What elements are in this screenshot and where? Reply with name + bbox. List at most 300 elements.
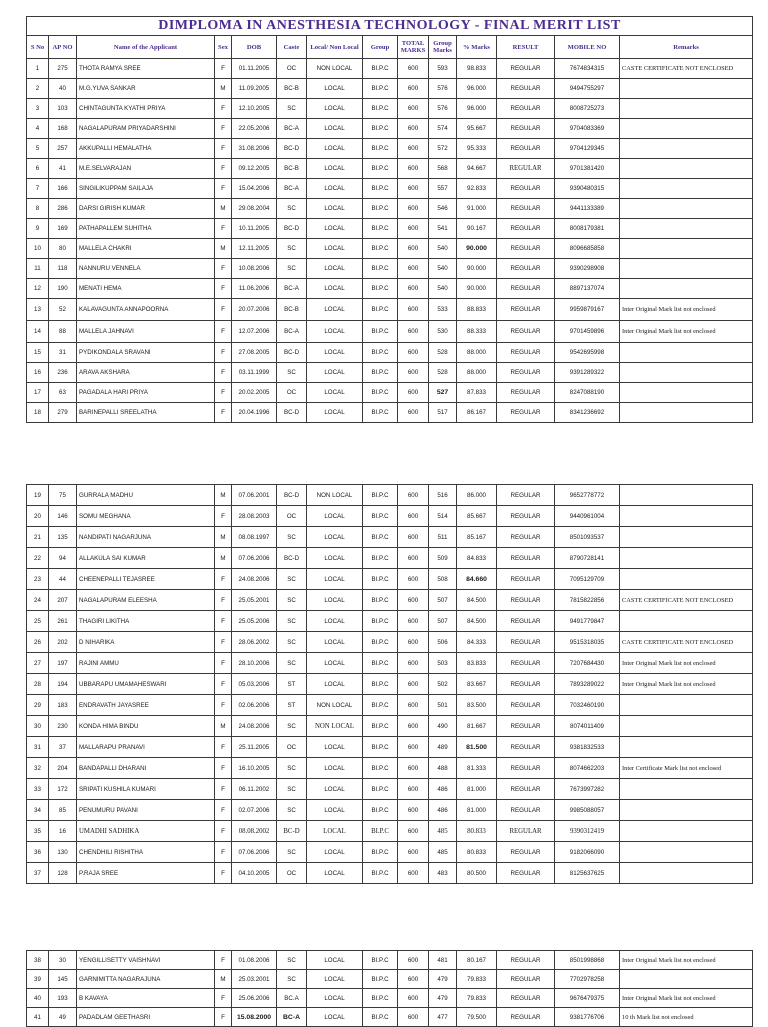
caste-cell: SC bbox=[277, 951, 307, 970]
sex-cell: F bbox=[215, 1008, 232, 1027]
table-row bbox=[27, 611, 753, 632]
group-cell: BI.P.C bbox=[363, 159, 398, 179]
dob-cell: 08.08.2002 bbox=[232, 821, 277, 842]
local-cell: NON LOCAL bbox=[307, 485, 363, 506]
result-cell: REGULAR bbox=[497, 569, 555, 590]
dob-cell: 09.12.2005 bbox=[232, 159, 277, 179]
mobile-cell: 9390480315 bbox=[555, 179, 620, 199]
percent-marks-cell: 80.833 bbox=[457, 821, 497, 842]
total-marks-cell: 600 bbox=[398, 279, 429, 299]
dob-cell: 29.08.2004 bbox=[232, 199, 277, 219]
table-row bbox=[27, 239, 753, 259]
sno-cell: 36 bbox=[27, 842, 49, 863]
sex-cell: F bbox=[215, 139, 232, 159]
result-cell: REGULAR bbox=[497, 219, 555, 239]
mobile-cell: 7674834315 bbox=[555, 59, 620, 79]
group-cell: BI.P.C bbox=[363, 79, 398, 99]
caste-cell: BC-D bbox=[277, 485, 307, 506]
name-cell: DARSI GIRISH KUMAR bbox=[77, 199, 215, 219]
group-cell: BI.P.C bbox=[363, 259, 398, 279]
result-cell: REGULAR bbox=[497, 179, 555, 199]
sno-cell: 31 bbox=[27, 737, 49, 758]
name-cell: MENATI HEMA bbox=[77, 279, 215, 299]
sex-cell: F bbox=[215, 653, 232, 674]
name-cell: SOMU MEGHANA bbox=[77, 506, 215, 527]
result-cell: REGULAR bbox=[497, 363, 555, 383]
group-marks-cell: 572 bbox=[429, 139, 457, 159]
sno-cell: 40 bbox=[27, 989, 49, 1008]
sex-cell: F bbox=[215, 821, 232, 842]
percent-marks-cell: 87.833 bbox=[457, 383, 497, 403]
table-row bbox=[27, 403, 753, 423]
mobile-cell: 8096685858 bbox=[555, 239, 620, 259]
dob-cell: 20.07.2006 bbox=[232, 299, 277, 321]
dob-cell: 16.10.2005 bbox=[232, 758, 277, 779]
group-cell: BI.P.C bbox=[363, 800, 398, 821]
result-cell: REGULAR bbox=[497, 1008, 555, 1027]
total-marks-cell: 600 bbox=[398, 716, 429, 737]
dob-cell: 08.08.1997 bbox=[232, 527, 277, 548]
sno-cell: 30 bbox=[27, 716, 49, 737]
table-row bbox=[27, 779, 753, 800]
table-row bbox=[27, 199, 753, 219]
caste-cell: SC bbox=[277, 199, 307, 219]
local-cell: LOCAL bbox=[307, 363, 363, 383]
mobile-cell: 8247088190 bbox=[555, 383, 620, 403]
dob-cell: 28.06.2002 bbox=[232, 632, 277, 653]
result-cell: REGULAR bbox=[497, 674, 555, 695]
dob-cell: 15.08.2000 bbox=[232, 1008, 277, 1027]
total-marks-cell: 600 bbox=[398, 758, 429, 779]
percent-marks-cell: 79.500 bbox=[457, 1008, 497, 1027]
sno-cell: 33 bbox=[27, 779, 49, 800]
name-cell: SRIPATI KUSHILA KUMARI bbox=[77, 779, 215, 800]
caste-cell: SC bbox=[277, 611, 307, 632]
col-name-header: Name of the Applicant bbox=[77, 36, 215, 59]
remarks-cell: Inter Original Mark list not enclosed bbox=[620, 299, 753, 321]
table-row bbox=[27, 842, 753, 863]
sno-cell: 32 bbox=[27, 758, 49, 779]
percent-marks-cell: 84.500 bbox=[457, 611, 497, 632]
group-marks-cell: 593 bbox=[429, 59, 457, 79]
caste-cell: BC.A bbox=[277, 989, 307, 1008]
remarks-cell bbox=[620, 485, 753, 506]
sno-cell: 17 bbox=[27, 383, 49, 403]
percent-marks-cell: 79.833 bbox=[457, 970, 497, 989]
total-marks-cell: 600 bbox=[398, 653, 429, 674]
result-cell: REGULAR bbox=[497, 779, 555, 800]
group-cell: BI.P.C bbox=[363, 758, 398, 779]
remarks-cell bbox=[620, 239, 753, 259]
apno-cell: 44 bbox=[49, 569, 77, 590]
name-cell: BARINEPALLI SREELATHA bbox=[77, 403, 215, 423]
mobile-cell: 7673997282 bbox=[555, 779, 620, 800]
remarks-cell bbox=[620, 611, 753, 632]
local-cell: LOCAL bbox=[307, 321, 363, 343]
caste-cell: BC-D bbox=[277, 139, 307, 159]
percent-marks-cell: 88.000 bbox=[457, 343, 497, 363]
local-cell: LOCAL bbox=[307, 1008, 363, 1027]
table-row bbox=[27, 59, 753, 79]
header-row bbox=[27, 36, 753, 59]
apno-cell: 128 bbox=[49, 863, 77, 884]
result-cell: REGULAR bbox=[497, 59, 555, 79]
sex-cell: M bbox=[215, 485, 232, 506]
group-cell: BI.P.C bbox=[363, 863, 398, 884]
total-marks-cell: 600 bbox=[398, 842, 429, 863]
apno-cell: 75 bbox=[49, 485, 77, 506]
remarks-cell bbox=[620, 821, 753, 842]
apno-cell: 194 bbox=[49, 674, 77, 695]
remarks-cell bbox=[620, 343, 753, 363]
percent-marks-cell: 84.500 bbox=[457, 590, 497, 611]
apno-cell: 30 bbox=[49, 951, 77, 970]
percent-marks-cell: 81.333 bbox=[457, 758, 497, 779]
name-cell: M.E.SELVARAJAN bbox=[77, 159, 215, 179]
group-marks-cell: 490 bbox=[429, 716, 457, 737]
result-cell: REGULAR bbox=[497, 800, 555, 821]
group-cell: BI.P.C bbox=[363, 119, 398, 139]
total-marks-cell: 600 bbox=[398, 548, 429, 569]
dob-cell: 07.06.2001 bbox=[232, 485, 277, 506]
mobile-cell: 9704129345 bbox=[555, 139, 620, 159]
name-cell: D NIHARIKA bbox=[77, 632, 215, 653]
local-cell: NON LOCAL bbox=[307, 59, 363, 79]
sno-cell: 12 bbox=[27, 279, 49, 299]
mobile-cell: 7702978258 bbox=[555, 970, 620, 989]
caste-cell: BC-B bbox=[277, 159, 307, 179]
merit-table-section-1 bbox=[26, 16, 753, 423]
apno-cell: 31 bbox=[49, 343, 77, 363]
total-marks-cell: 600 bbox=[398, 139, 429, 159]
total-marks-cell: 600 bbox=[398, 119, 429, 139]
group-cell: BI.P.C bbox=[363, 239, 398, 259]
remarks-cell bbox=[620, 863, 753, 884]
caste-cell: BC-A bbox=[277, 179, 307, 199]
sex-cell: M bbox=[215, 970, 232, 989]
group-marks-cell: 576 bbox=[429, 99, 457, 119]
table-row bbox=[27, 527, 753, 548]
sno-cell: 21 bbox=[27, 527, 49, 548]
dob-cell: 11.09.2005 bbox=[232, 79, 277, 99]
sex-cell: F bbox=[215, 695, 232, 716]
total-marks-cell: 600 bbox=[398, 259, 429, 279]
name-cell: PAGADALA HARI PRIYA bbox=[77, 383, 215, 403]
group-marks-cell: 533 bbox=[429, 299, 457, 321]
local-cell: LOCAL bbox=[307, 737, 363, 758]
remarks-cell bbox=[620, 403, 753, 423]
total-marks-cell: 600 bbox=[398, 343, 429, 363]
table-row bbox=[27, 800, 753, 821]
name-cell: P.RAJA SREE bbox=[77, 863, 215, 884]
table-row bbox=[27, 383, 753, 403]
name-cell: THOTA RAMYA SREE bbox=[77, 59, 215, 79]
group-marks-cell: 540 bbox=[429, 259, 457, 279]
dob-cell: 07.06.2006 bbox=[232, 548, 277, 569]
group-marks-cell: 568 bbox=[429, 159, 457, 179]
percent-marks-cell: 85.167 bbox=[457, 527, 497, 548]
result-cell: REGULAR bbox=[497, 321, 555, 343]
sno-cell: 9 bbox=[27, 219, 49, 239]
page-title: DIMPLOMA IN ANESTHESIA TECHNOLOGY - FINAL MERIT LIST bbox=[27, 17, 753, 36]
group-marks-cell: 488 bbox=[429, 758, 457, 779]
sno-cell: 4 bbox=[27, 119, 49, 139]
percent-marks-cell: 80.500 bbox=[457, 863, 497, 884]
percent-marks-cell: 90.000 bbox=[457, 239, 497, 259]
result-cell: REGULAR bbox=[497, 548, 555, 569]
name-cell: AKKUPALLI HEMALATHA bbox=[77, 139, 215, 159]
name-cell: ALLAKULA SAI KUMAR bbox=[77, 548, 215, 569]
mobile-cell: 8897137074 bbox=[555, 279, 620, 299]
table-row bbox=[27, 695, 753, 716]
remarks-cell bbox=[620, 970, 753, 989]
sex-cell: F bbox=[215, 611, 232, 632]
dob-cell: 06.11.2002 bbox=[232, 779, 277, 800]
sno-cell: 28 bbox=[27, 674, 49, 695]
local-cell: LOCAL bbox=[307, 653, 363, 674]
table-row bbox=[27, 590, 753, 611]
mobile-cell: 9652778772 bbox=[555, 485, 620, 506]
dob-cell: 01.08.2006 bbox=[232, 951, 277, 970]
table-row bbox=[27, 219, 753, 239]
mobile-cell: 9985088057 bbox=[555, 800, 620, 821]
mobile-cell: 9494755297 bbox=[555, 79, 620, 99]
apno-cell: 168 bbox=[49, 119, 77, 139]
name-cell: PYDIKONDALA SRAVANI bbox=[77, 343, 215, 363]
caste-cell: BC-A bbox=[277, 119, 307, 139]
sex-cell: M bbox=[215, 79, 232, 99]
dob-cell: 25.03.2001 bbox=[232, 970, 277, 989]
mobile-cell: 8074011409 bbox=[555, 716, 620, 737]
col-total-header: TOTAL MARKS bbox=[398, 36, 429, 59]
total-marks-cell: 600 bbox=[398, 363, 429, 383]
group-cell: BI.P.C bbox=[363, 548, 398, 569]
name-cell: NANNURU VENNELA bbox=[77, 259, 215, 279]
caste-cell: BC-D bbox=[277, 403, 307, 423]
sno-cell: 37 bbox=[27, 863, 49, 884]
name-cell: NAGALAPURAM ELEESHA bbox=[77, 590, 215, 611]
apno-cell: 88 bbox=[49, 321, 77, 343]
dob-cell: 25.05.2006 bbox=[232, 611, 277, 632]
percent-marks-cell: 84.833 bbox=[457, 548, 497, 569]
local-cell: LOCAL bbox=[307, 632, 363, 653]
total-marks-cell: 600 bbox=[398, 99, 429, 119]
remarks-cell: Inter Certificate Mark list not enclosed bbox=[620, 758, 753, 779]
total-marks-cell: 600 bbox=[398, 1008, 429, 1027]
percent-marks-cell: 81.500 bbox=[457, 737, 497, 758]
sno-cell: 7 bbox=[27, 179, 49, 199]
group-cell: BI.P.C bbox=[363, 716, 398, 737]
apno-cell: 230 bbox=[49, 716, 77, 737]
col-local-header: Local/ Non Local bbox=[307, 36, 363, 59]
apno-cell: 16 bbox=[49, 821, 77, 842]
group-cell: BI.P.C bbox=[363, 527, 398, 548]
percent-marks-cell: 95.333 bbox=[457, 139, 497, 159]
group-cell: BI.P.C bbox=[363, 590, 398, 611]
group-cell: BI.P.C bbox=[363, 279, 398, 299]
local-cell: LOCAL bbox=[307, 299, 363, 321]
sno-cell: 19 bbox=[27, 485, 49, 506]
group-cell: BI.P.C bbox=[363, 970, 398, 989]
mobile-cell: 7207684430 bbox=[555, 653, 620, 674]
mobile-cell: 9701381420 bbox=[555, 159, 620, 179]
apno-cell: 197 bbox=[49, 653, 77, 674]
sex-cell: F bbox=[215, 737, 232, 758]
local-cell: LOCAL bbox=[307, 970, 363, 989]
caste-cell: SC bbox=[277, 239, 307, 259]
dob-cell: 12.10.2005 bbox=[232, 99, 277, 119]
col-mobile-header: MOBILE NO bbox=[555, 36, 620, 59]
total-marks-cell: 600 bbox=[398, 506, 429, 527]
remarks-cell bbox=[620, 363, 753, 383]
group-cell: BI.P.C bbox=[363, 485, 398, 506]
group-marks-cell: 514 bbox=[429, 506, 457, 527]
percent-marks-cell: 84.660 bbox=[457, 569, 497, 590]
table-row bbox=[27, 716, 753, 737]
apno-cell: 166 bbox=[49, 179, 77, 199]
remarks-cell: Inter Original Mark list not enclosed bbox=[620, 653, 753, 674]
local-cell: LOCAL bbox=[307, 951, 363, 970]
total-marks-cell: 600 bbox=[398, 590, 429, 611]
name-cell: NANDIPATI NAGARJUNA bbox=[77, 527, 215, 548]
sno-cell: 34 bbox=[27, 800, 49, 821]
sex-cell: F bbox=[215, 989, 232, 1008]
percent-marks-cell: 83.667 bbox=[457, 674, 497, 695]
remarks-cell bbox=[620, 119, 753, 139]
name-cell: NAGALAPURAM PRIYADARSHINI bbox=[77, 119, 215, 139]
group-cell: BI.P.C bbox=[363, 343, 398, 363]
table-row bbox=[27, 79, 753, 99]
sno-cell: 27 bbox=[27, 653, 49, 674]
local-cell: LOCAL bbox=[307, 119, 363, 139]
remarks-cell bbox=[620, 279, 753, 299]
local-cell: LOCAL bbox=[307, 674, 363, 695]
total-marks-cell: 600 bbox=[398, 674, 429, 695]
percent-marks-cell: 85.667 bbox=[457, 506, 497, 527]
name-cell: PADADLAM GEETHASRI bbox=[77, 1008, 215, 1027]
dob-cell: 02.06.2006 bbox=[232, 695, 277, 716]
caste-cell: SC bbox=[277, 632, 307, 653]
sex-cell: F bbox=[215, 383, 232, 403]
remarks-cell: CASTE CERTIFICATE NOT ENCLOSED bbox=[620, 59, 753, 79]
caste-cell: SC bbox=[277, 842, 307, 863]
name-cell: B KAVAYA bbox=[77, 989, 215, 1008]
group-cell: BI.P.C bbox=[363, 363, 398, 383]
apno-cell: 145 bbox=[49, 970, 77, 989]
mobile-cell: 9390312419 bbox=[555, 821, 620, 842]
group-marks-cell: 506 bbox=[429, 632, 457, 653]
dob-cell: 28.08.2003 bbox=[232, 506, 277, 527]
dob-cell: 01.11.2005 bbox=[232, 59, 277, 79]
group-marks-cell: 486 bbox=[429, 800, 457, 821]
dob-cell: 04.10.2005 bbox=[232, 863, 277, 884]
table-row bbox=[27, 758, 753, 779]
total-marks-cell: 600 bbox=[398, 403, 429, 423]
mobile-cell: 9441133389 bbox=[555, 199, 620, 219]
percent-marks-cell: 83.500 bbox=[457, 695, 497, 716]
total-marks-cell: 600 bbox=[398, 863, 429, 884]
local-cell: LOCAL bbox=[307, 779, 363, 800]
caste-cell: BC-D bbox=[277, 548, 307, 569]
apno-cell: 94 bbox=[49, 548, 77, 569]
remarks-cell bbox=[620, 179, 753, 199]
table-row bbox=[27, 485, 753, 506]
caste-cell: SC bbox=[277, 363, 307, 383]
result-cell: REGULAR bbox=[497, 239, 555, 259]
sex-cell: F bbox=[215, 119, 232, 139]
col-remarks-header: Remarks bbox=[620, 36, 753, 59]
group-cell: BI.P.C bbox=[363, 321, 398, 343]
apno-cell: 279 bbox=[49, 403, 77, 423]
remarks-cell bbox=[620, 506, 753, 527]
percent-marks-cell: 88.833 bbox=[457, 299, 497, 321]
group-marks-cell: 528 bbox=[429, 363, 457, 383]
sno-cell: 41 bbox=[27, 1008, 49, 1027]
group-marks-cell: 502 bbox=[429, 674, 457, 695]
mobile-cell: 9381832533 bbox=[555, 737, 620, 758]
group-cell: BI.P.C bbox=[363, 1008, 398, 1027]
local-cell: LOCAL bbox=[307, 569, 363, 590]
result-cell: REGULAR bbox=[497, 632, 555, 653]
remarks-cell bbox=[620, 383, 753, 403]
apno-cell: 85 bbox=[49, 800, 77, 821]
merit-table-section-3 bbox=[26, 950, 753, 1027]
group-marks-cell: 501 bbox=[429, 695, 457, 716]
local-cell: LOCAL bbox=[307, 527, 363, 548]
sno-cell: 5 bbox=[27, 139, 49, 159]
apno-cell: 103 bbox=[49, 99, 77, 119]
result-cell: REGULAR bbox=[497, 199, 555, 219]
remarks-cell: CASTE CERTIFICATE NOT ENCLOSED bbox=[620, 632, 753, 653]
group-marks-cell: 507 bbox=[429, 590, 457, 611]
total-marks-cell: 600 bbox=[398, 59, 429, 79]
mobile-cell: 9676479375 bbox=[555, 989, 620, 1008]
table-row bbox=[27, 363, 753, 383]
caste-cell: SC bbox=[277, 590, 307, 611]
mobile-cell: 8074662203 bbox=[555, 758, 620, 779]
local-cell: LOCAL bbox=[307, 99, 363, 119]
name-cell: CHEENEPALLI TEJASREE bbox=[77, 569, 215, 590]
sno-cell: 15 bbox=[27, 343, 49, 363]
sno-cell: 26 bbox=[27, 632, 49, 653]
sex-cell: F bbox=[215, 159, 232, 179]
dob-cell: 07.06.2006 bbox=[232, 842, 277, 863]
total-marks-cell: 600 bbox=[398, 179, 429, 199]
percent-marks-cell: 90.167 bbox=[457, 219, 497, 239]
table-row bbox=[27, 674, 753, 695]
name-cell: CHENDHILI RISHITHA bbox=[77, 842, 215, 863]
table-row bbox=[27, 970, 753, 989]
caste-cell: BC-A bbox=[277, 1008, 307, 1027]
apno-cell: 146 bbox=[49, 506, 77, 527]
caste-cell: SC bbox=[277, 716, 307, 737]
sex-cell: F bbox=[215, 674, 232, 695]
dob-cell: 31.08.2006 bbox=[232, 139, 277, 159]
group-marks-cell: 509 bbox=[429, 548, 457, 569]
apno-cell: 80 bbox=[49, 239, 77, 259]
group-marks-cell: 507 bbox=[429, 611, 457, 632]
name-cell: KALAVAGUNTA ANNAPOORNA bbox=[77, 299, 215, 321]
remarks-cell bbox=[620, 716, 753, 737]
sno-cell: 6 bbox=[27, 159, 49, 179]
apno-cell: 286 bbox=[49, 199, 77, 219]
result-cell: REGULAR bbox=[497, 485, 555, 506]
total-marks-cell: 600 bbox=[398, 299, 429, 321]
total-marks-cell: 600 bbox=[398, 239, 429, 259]
sno-cell: 38 bbox=[27, 951, 49, 970]
apno-cell: 261 bbox=[49, 611, 77, 632]
remarks-cell bbox=[620, 842, 753, 863]
